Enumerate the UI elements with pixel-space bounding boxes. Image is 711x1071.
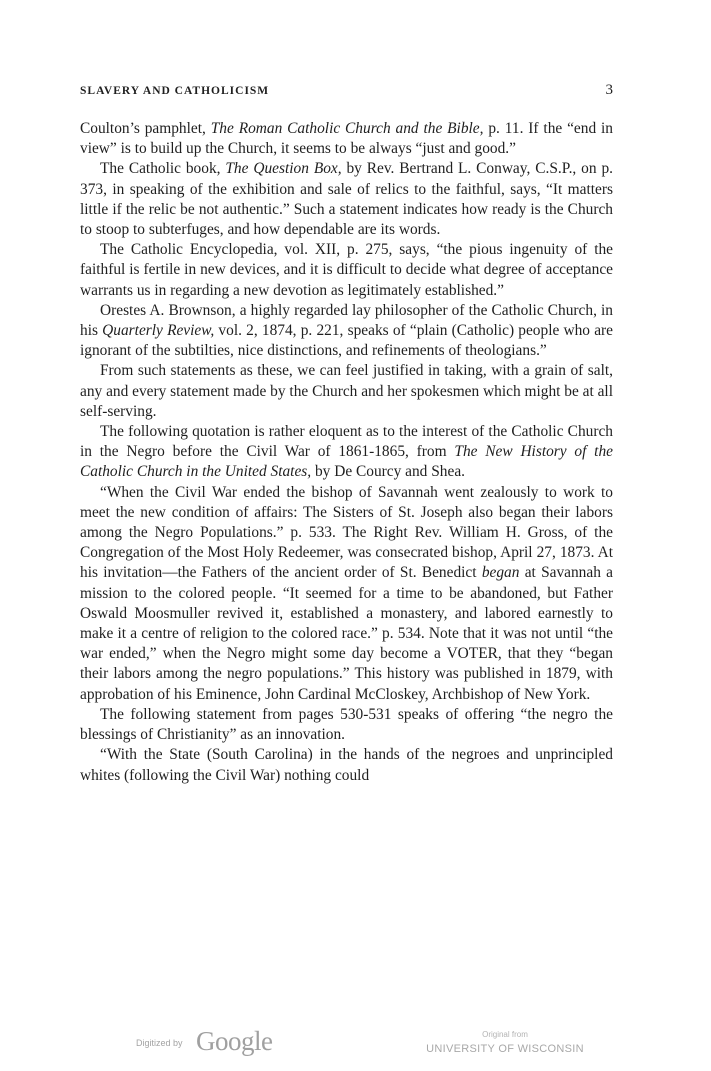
page-number: 3 [605,82,613,98]
italic-title: Quarterly Review, [102,322,215,340]
italic-title: The Roman Catholic Church and the Bible, [210,120,484,137]
text-run: The following statement from pages 530-531 speaks of offering “the negro the blessings of Christianity” as an innovation. [80,705,613,744]
paragraph [80,422,613,483]
text-run: Coulton’s pamphlet, [80,120,211,137]
paragraph [80,705,613,745]
paragraph [80,745,613,785]
digitized-by-label: Digitized by [136,1038,183,1048]
text-run: The following quotation is rather eloquent as to the interest of the Catholic Church in the Negro before the Civil War of 1861-1865, from [80,423,613,461]
paragraph [80,301,613,362]
paragraph [80,240,613,301]
italic-title: The New History of the Catholic Church in the United States, [80,443,613,481]
paragraph [80,119,613,159]
text-run: vol. 2, 1874, p. 221, speaks of “plain (Catholic) people who are ignorant of the subtilties, nice distinctions, and refinements of theologians.” [80,322,613,360]
running-title: SLAVERY AND CATHOLICISM [80,85,270,97]
university-label: UNIVERSITY OF WISCONSIN [426,1043,584,1055]
footer [0,1026,711,1070]
paragraph [80,483,613,705]
original-from-label: Original from [482,1030,528,1039]
running-head [80,82,613,99]
body-text [80,119,613,786]
italic-title: The Question Box, [225,160,342,178]
text-run: “When the Civil War ended the bishop of Savannah went zealously to work to meet the new condition of affairs: The Sisters of St. Joseph also began their labors among the Negro Populations.” p. 533. The Right Rev. William H. Gross, of the Congregation of the Most Holy Redeemer, was consecrated bishop, April 27, 1873. At his invitation—the Fathers of the ancient order of St. Benedict [80,483,613,582]
text-run: Orestes A. Brownson, a highly regarded lay philosopher of the Catholic Church, in his [80,301,613,340]
paragraph [80,159,613,240]
text-run: by De Courcy and Shea. [311,463,465,481]
text-run: by Rev. Bertrand L. Conway, C.S.P., on p. 373, in speaking of the exhibition and sale of relics to the faithful, says, “It matters little if the relic be not authentic.” Such a statement indicates how ready is the Church to stoop to subterfuges, and how dependable are its words. [80,160,613,239]
text-run: From such statements as these, we can feel justified in taking, with a grain of salt, any and every statement made by the Church and her spokesmen which might be at all self-serving. [80,362,613,420]
italic-title: began [481,564,520,582]
text-run: p. 11. If the “end in view” is to build up the Church, it seems to be always “just and good.” [80,120,613,158]
text-run: The Catholic book, [100,160,226,178]
text-run: “With the State (South Carolina) in the hands of the negroes and unprincipled whites (following the Civil War) nothing could [80,746,613,784]
text-run: at Savannah a mission to the colored people. “It seemed for a time to be abandoned, but Father Oswald Moosmuller revived it, established a monastery, and labored earnestly to make it a centre of religion to the colored race.” p. 534. Note that it was not until “the war ended,” when the Negro might some day become a VOTER, that they “began their labors among the negro populations.” This history was published in 1879, with approbation of his Eminence, John Cardinal McCloskey, Archbishop of New York. [80,564,613,703]
text-run: The Catholic Encyclopedia, vol. XII, p. 275, says, “the pious ingenuity of the faithful is fertile in new devices, and it is difficult to decide what degree of acceptance warrants us in regarding a new devotion as legitimately established.” [80,241,613,299]
google-logo: Google [196,1026,273,1056]
paragraph [80,361,613,422]
